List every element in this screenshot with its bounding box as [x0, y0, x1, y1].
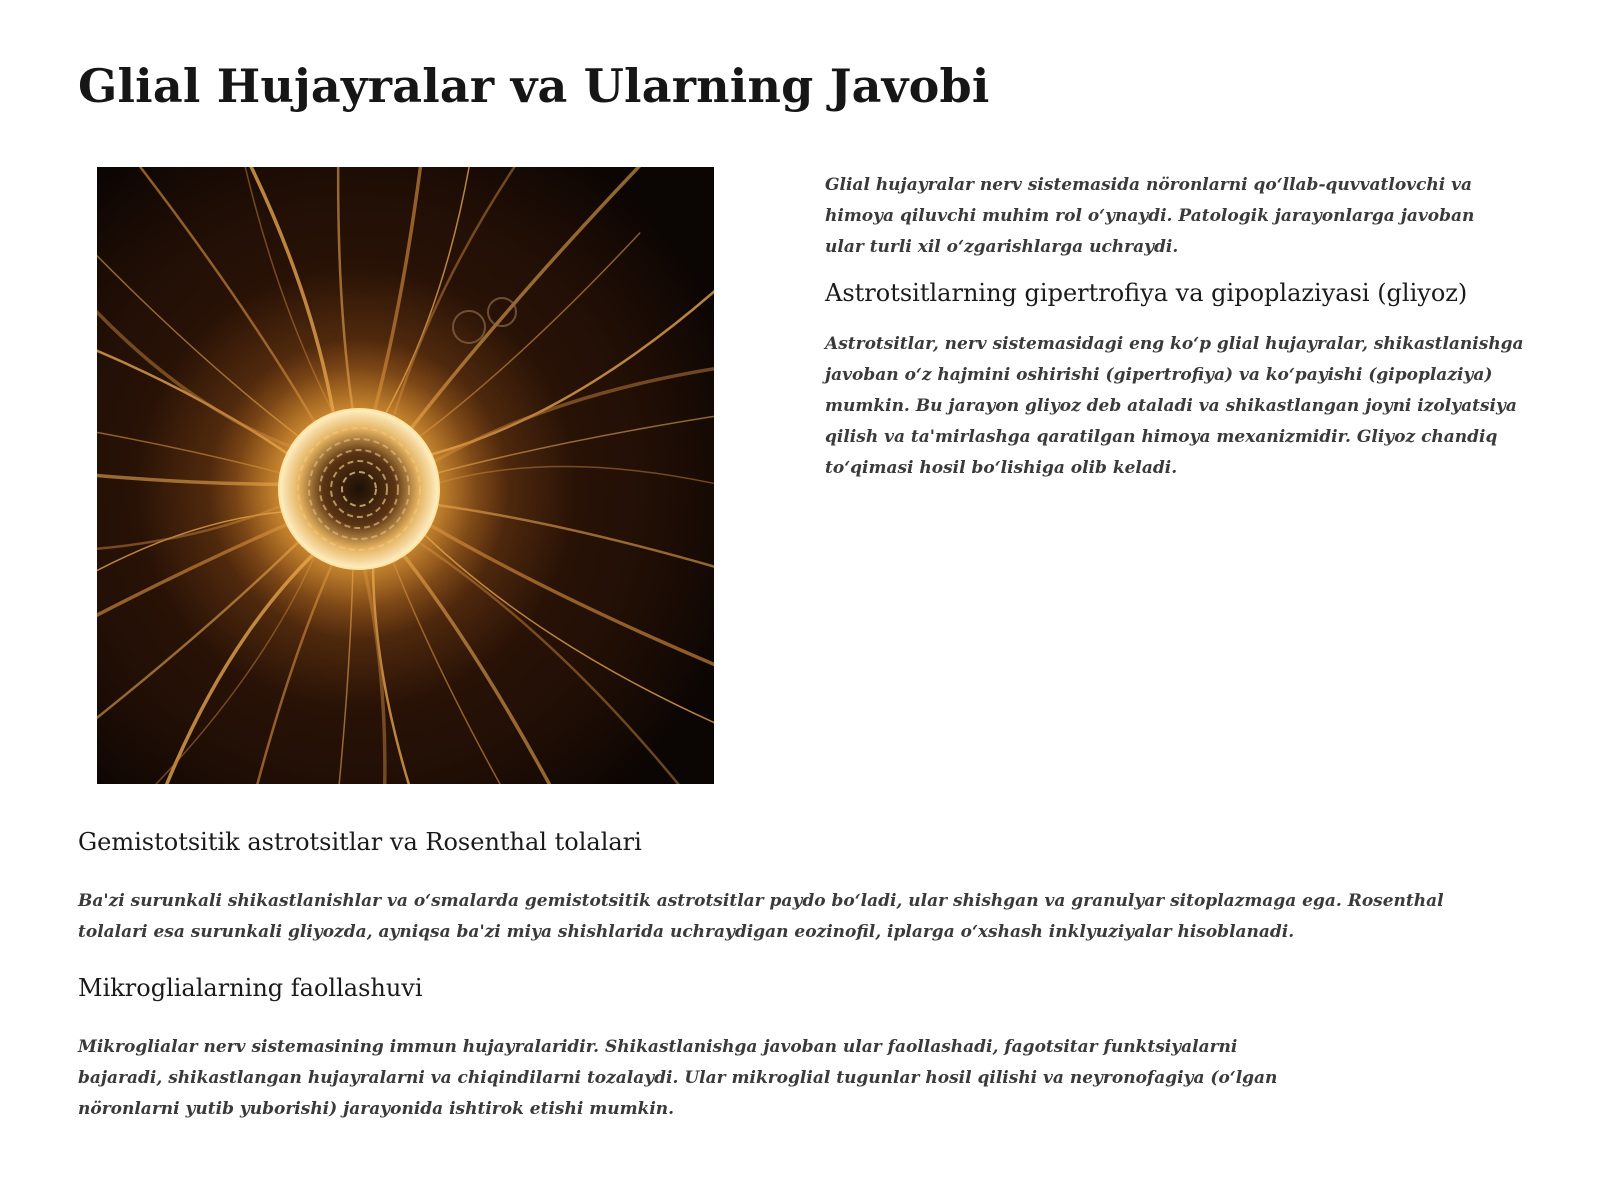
astrotsit-paragraph: Astrotsitlar, nerv sistemasidagi eng ko‘p glial hujayralar, shikastlanishga javoban o‘z hajmini oshirishi (gipertrofiya) va ko‘payishi (gipoplaziya) mumkin. Bu jarayon gliyoz deb ataladi va shikastlangan joyni izolyatsiya qilish va ta'mirlashga qaratilgan himoya mexanizmidir. Gliyoz chandiq to‘qimasi hosil bo‘lishiga olib keladi. [825, 334, 1524, 478]
gemistotsit-paragraph: Ba'zi surunkali shikastlanishlar va o‘smalarda gemistotsitik astrotsitlar paydo bo‘ladi, ular shishgan va granulyar sitoplazmaga ega. Rosenthal tolalari esa surunkali gliyozda, ayniqsa ba'zi miya shishlarida uchraydigan eozinofil, iplarga o‘xshash inklyuziyalar hisoblanadi. [78, 891, 1444, 942]
intro-column [825, 170, 1540, 484]
glial-cell-illustration-icon [97, 167, 714, 784]
intro-paragraph: Glial hujayralar nerv sistemasida nöronlarni qo‘llab-quvvatlovchi va himoya qiluvchi muhim rol o‘ynaydi. Patologik jarayonlarga javoban ular turli xil o‘zgarishlarga uchraydi. [825, 175, 1475, 257]
glial-cell-image [97, 167, 714, 784]
lower-sections [78, 826, 1478, 1125]
mikroglia-heading: Mikroglialarning faollashuvi [78, 974, 423, 1002]
mikroglia-paragraph: Mikroglialar nerv sistemasining immun hujayralaridir. Shikastlanishga javoban ular faollashadi, fagotsitar funktsiyalarni bajaradi, shikastlangan hujayralarni va chiqindilarni tozalaydi. Ular mikroglial tugunlar hosil qilishi va neyronofagiya (o‘lgan nöronlarni yutib yuborishi) jarayonida ishtirok etishi mumkin. [78, 1037, 1278, 1119]
astrotsit-heading: Astrotsitlarning gipertrofiya va gipoplaziyasi (gliyoz) [825, 279, 1468, 307]
gemistotsit-heading: Gemistotsitik astrotsitlar va Rosenthal tolalari [78, 828, 642, 856]
page-title: Glial Hujayralar va Ularning Javobi [78, 59, 990, 113]
